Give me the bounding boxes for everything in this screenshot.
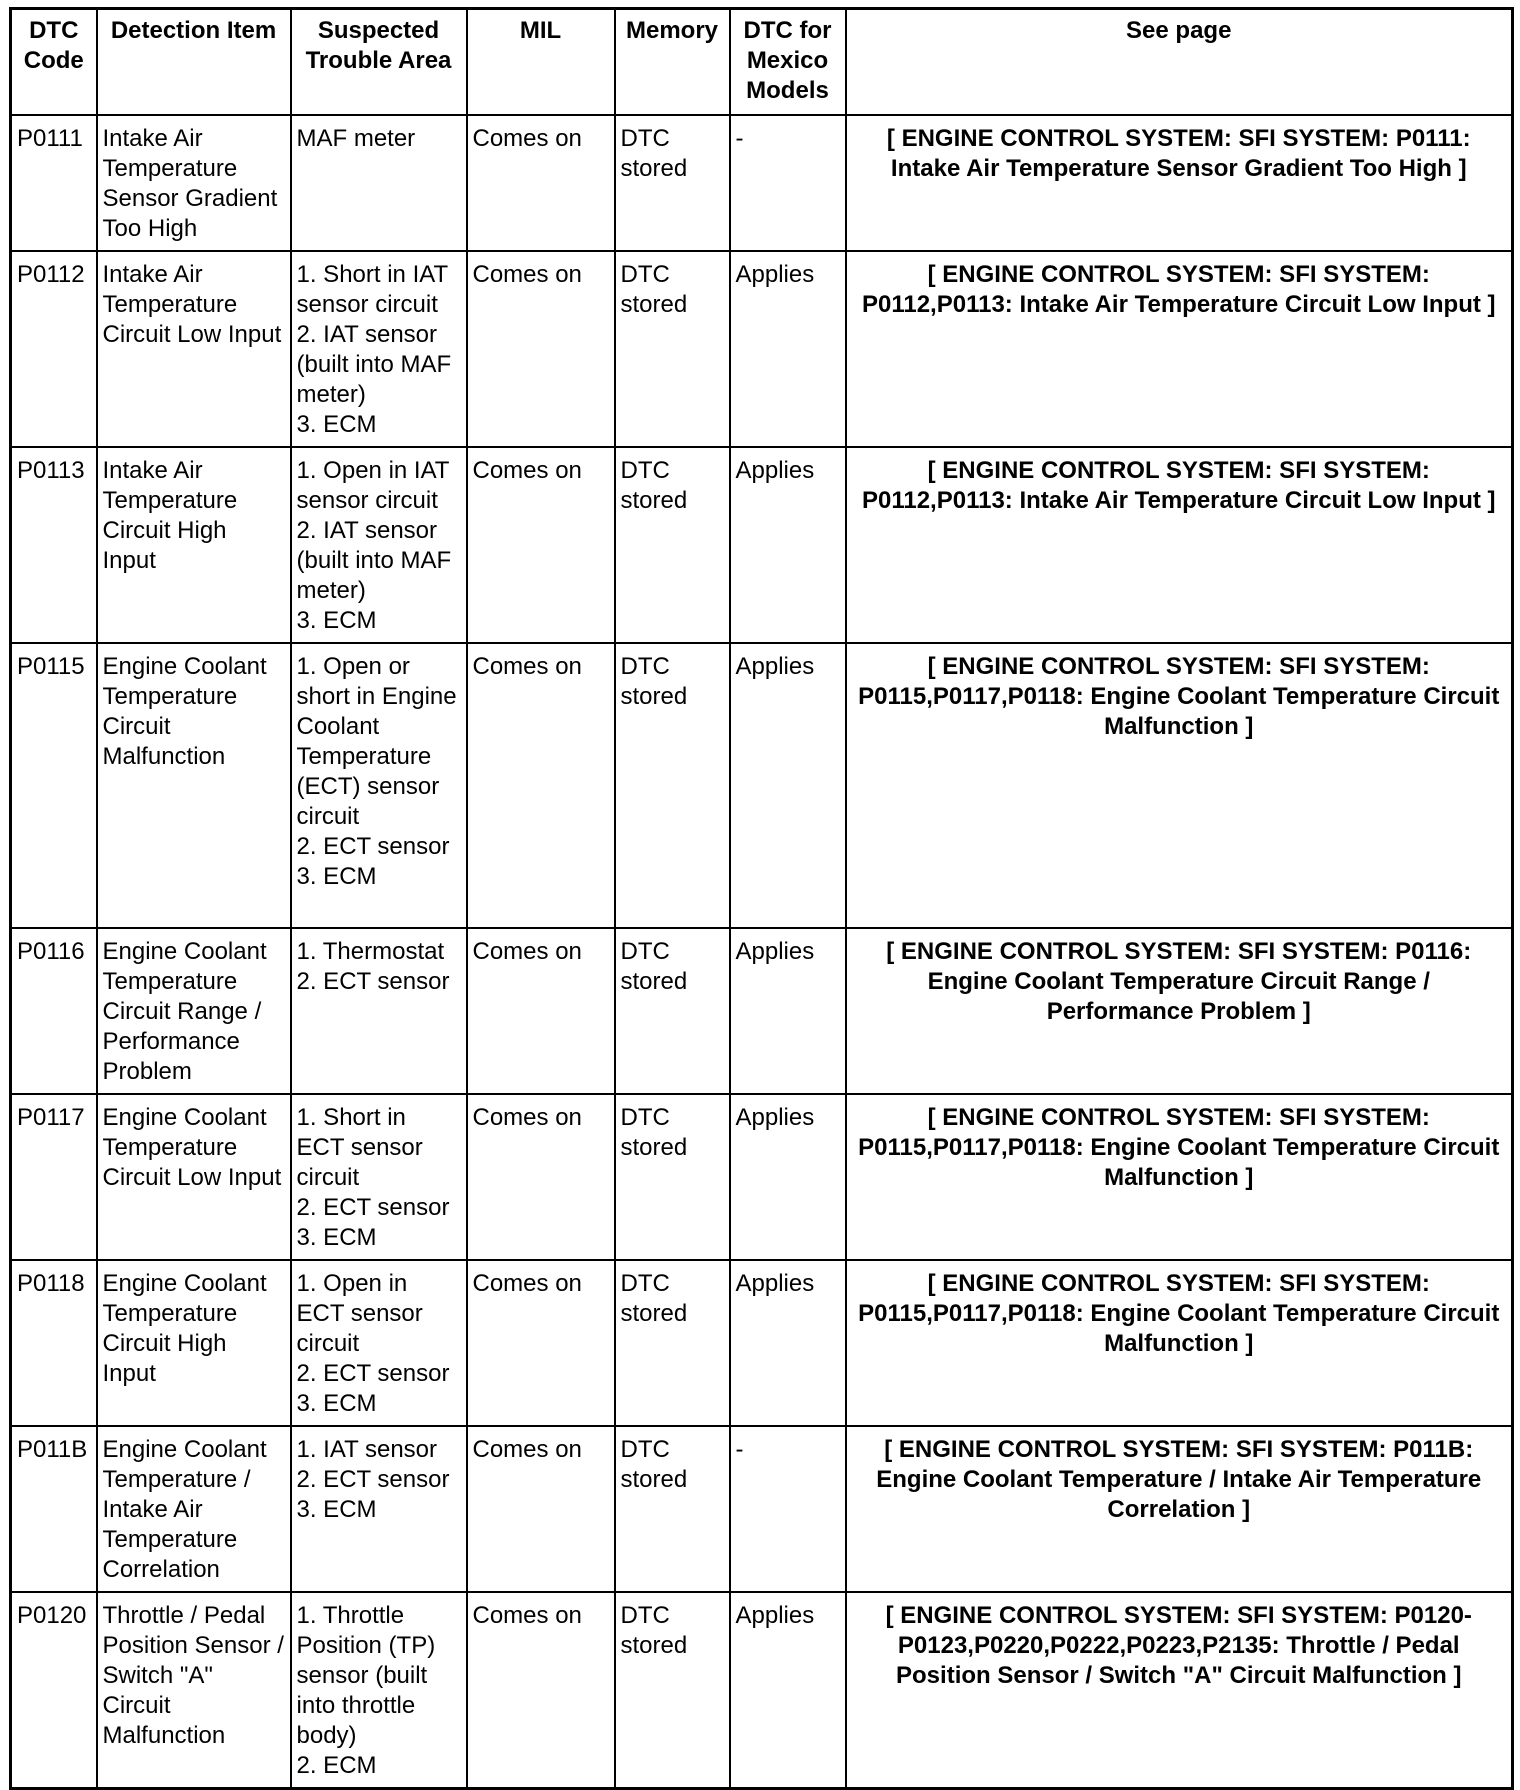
cell-dtc-code: P0115 — [11, 643, 97, 928]
cell-mexico: Applies — [730, 643, 846, 928]
cell-memory: DTC stored — [615, 928, 730, 1094]
cell-mil: Comes on — [467, 1094, 615, 1260]
header-see-page: See page — [846, 9, 1513, 116]
cell-memory: DTC stored — [615, 1260, 730, 1426]
cell-trouble-area: 1. Open or short in Engine Coolant Temperature (ECT) sensor circuit 2. ECT sensor 3. ECM — [291, 643, 467, 928]
header-memory: Memory — [615, 9, 730, 116]
cell-mil: Comes on — [467, 1592, 615, 1789]
cell-mexico: Applies — [730, 1260, 846, 1426]
cell-memory: DTC stored — [615, 1094, 730, 1260]
cell-trouble-area: 1. Throttle Position (TP) sensor (built into throttle body) 2. ECM — [291, 1592, 467, 1789]
cell-detection-item: Intake Air Temperature Sensor Gradient Too High — [97, 115, 291, 251]
table-row — [11, 1426, 1513, 1592]
cell-mexico: Applies — [730, 928, 846, 1094]
cell-trouble-area: 1. Thermostat 2. ECT sensor — [291, 928, 467, 1094]
cell-memory: DTC stored — [615, 251, 730, 447]
cell-memory: DTC stored — [615, 643, 730, 928]
cell-mexico: Applies — [730, 1592, 846, 1789]
cell-detection-item: Throttle / Pedal Position Sensor / Switch "A" Circuit Malfunction — [97, 1592, 291, 1789]
cell-memory: DTC stored — [615, 115, 730, 251]
cell-dtc-code: P0116 — [11, 928, 97, 1094]
cell-trouble-area: 1. Open in ECT sensor circuit 2. ECT sensor 3. ECM — [291, 1260, 467, 1426]
cell-mil: Comes on — [467, 1260, 615, 1426]
cell-detection-item: Engine Coolant Temperature / Intake Air Temperature Correlation — [97, 1426, 291, 1592]
cell-see-page-link[interactable]: [ ENGINE CONTROL SYSTEM: SFI SYSTEM: P011B: Engine Coolant Temperature / Intake Air Temperature Correlation ] — [846, 1426, 1513, 1592]
cell-dtc-code: P0118 — [11, 1260, 97, 1426]
table-row — [11, 115, 1513, 251]
header-mil: MIL — [467, 9, 615, 116]
cell-see-page-link[interactable]: [ ENGINE CONTROL SYSTEM: SFI SYSTEM: P0120-P0123,P0220,P0222,P0223,P2135: Throttle / Pedal Position Sensor / Switch "A" Circuit Malfunction ] — [846, 1592, 1513, 1789]
header-dtc-code: DTC Code — [11, 9, 97, 116]
cell-memory: DTC stored — [615, 1592, 730, 1789]
cell-mil: Comes on — [467, 115, 615, 251]
cell-see-page-link[interactable]: [ ENGINE CONTROL SYSTEM: SFI SYSTEM: P0115,P0117,P0118: Engine Coolant Temperature Circuit Malfunction ] — [846, 643, 1513, 928]
header-dtc-mexico: DTC for Mexico Models — [730, 9, 846, 116]
cell-see-page-link[interactable]: [ ENGINE CONTROL SYSTEM: SFI SYSTEM: P0115,P0117,P0118: Engine Coolant Temperature Circuit Malfunction ] — [846, 1260, 1513, 1426]
table-row — [11, 643, 1513, 928]
cell-see-page-link[interactable]: [ ENGINE CONTROL SYSTEM: SFI SYSTEM: P0112,P0113: Intake Air Temperature Circuit Low Input ] — [846, 251, 1513, 447]
cell-dtc-code: P0112 — [11, 251, 97, 447]
header-detection-item: Detection Item — [97, 9, 291, 116]
cell-detection-item: Engine Coolant Temperature Circuit Range / Performance Problem — [97, 928, 291, 1094]
cell-mil: Comes on — [467, 643, 615, 928]
cell-see-page-link[interactable]: [ ENGINE CONTROL SYSTEM: SFI SYSTEM: P0115,P0117,P0118: Engine Coolant Temperature Circuit Malfunction ] — [846, 1094, 1513, 1260]
cell-mexico: - — [730, 1426, 846, 1592]
cell-dtc-code: P0113 — [11, 447, 97, 643]
cell-mexico: - — [730, 115, 846, 251]
cell-detection-item: Engine Coolant Temperature Circuit Malfunction — [97, 643, 291, 928]
cell-dtc-code: P0120 — [11, 1592, 97, 1789]
cell-mil: Comes on — [467, 928, 615, 1094]
table-header-row — [11, 9, 1513, 116]
table-row — [11, 447, 1513, 643]
table-row — [11, 928, 1513, 1094]
table-row — [11, 1260, 1513, 1426]
cell-trouble-area: MAF meter — [291, 115, 467, 251]
cell-mil: Comes on — [467, 1426, 615, 1592]
cell-detection-item: Engine Coolant Temperature Circuit Low Input — [97, 1094, 291, 1260]
cell-mexico: Applies — [730, 251, 846, 447]
cell-trouble-area: 1. Short in IAT sensor circuit 2. IAT sensor (built into MAF meter) 3. ECM — [291, 251, 467, 447]
cell-mexico: Applies — [730, 1094, 846, 1260]
table-row — [11, 251, 1513, 447]
cell-dtc-code: P011B — [11, 1426, 97, 1592]
cell-memory: DTC stored — [615, 1426, 730, 1592]
cell-dtc-code: P0111 — [11, 115, 97, 251]
cell-mil: Comes on — [467, 447, 615, 643]
cell-see-page-link[interactable]: [ ENGINE CONTROL SYSTEM: SFI SYSTEM: P0111: Intake Air Temperature Sensor Gradient Too High ] — [846, 115, 1513, 251]
cell-detection-item: Engine Coolant Temperature Circuit High Input — [97, 1260, 291, 1426]
table-row — [11, 1592, 1513, 1789]
cell-trouble-area: 1. Open in IAT sensor circuit 2. IAT sensor (built into MAF meter) 3. ECM — [291, 447, 467, 643]
cell-mil: Comes on — [467, 251, 615, 447]
cell-see-page-link[interactable]: [ ENGINE CONTROL SYSTEM: SFI SYSTEM: P0116: Engine Coolant Temperature Circuit Range / Performance Problem ] — [846, 928, 1513, 1094]
cell-dtc-code: P0117 — [11, 1094, 97, 1260]
cell-detection-item: Intake Air Temperature Circuit High Input — [97, 447, 291, 643]
cell-trouble-area: 1. Short in ECT sensor circuit 2. ECT sensor 3. ECM — [291, 1094, 467, 1260]
table-row — [11, 1094, 1513, 1260]
cell-trouble-area: 1. IAT sensor 2. ECT sensor 3. ECM — [291, 1426, 467, 1592]
cell-see-page-link[interactable]: [ ENGINE CONTROL SYSTEM: SFI SYSTEM: P0112,P0113: Intake Air Temperature Circuit Low Input ] — [846, 447, 1513, 643]
cell-mexico: Applies — [730, 447, 846, 643]
header-suspected-trouble-area: Suspected Trouble Area — [291, 9, 467, 116]
cell-detection-item: Intake Air Temperature Circuit Low Input — [97, 251, 291, 447]
dtc-table — [9, 7, 1514, 1790]
cell-memory: DTC stored — [615, 447, 730, 643]
